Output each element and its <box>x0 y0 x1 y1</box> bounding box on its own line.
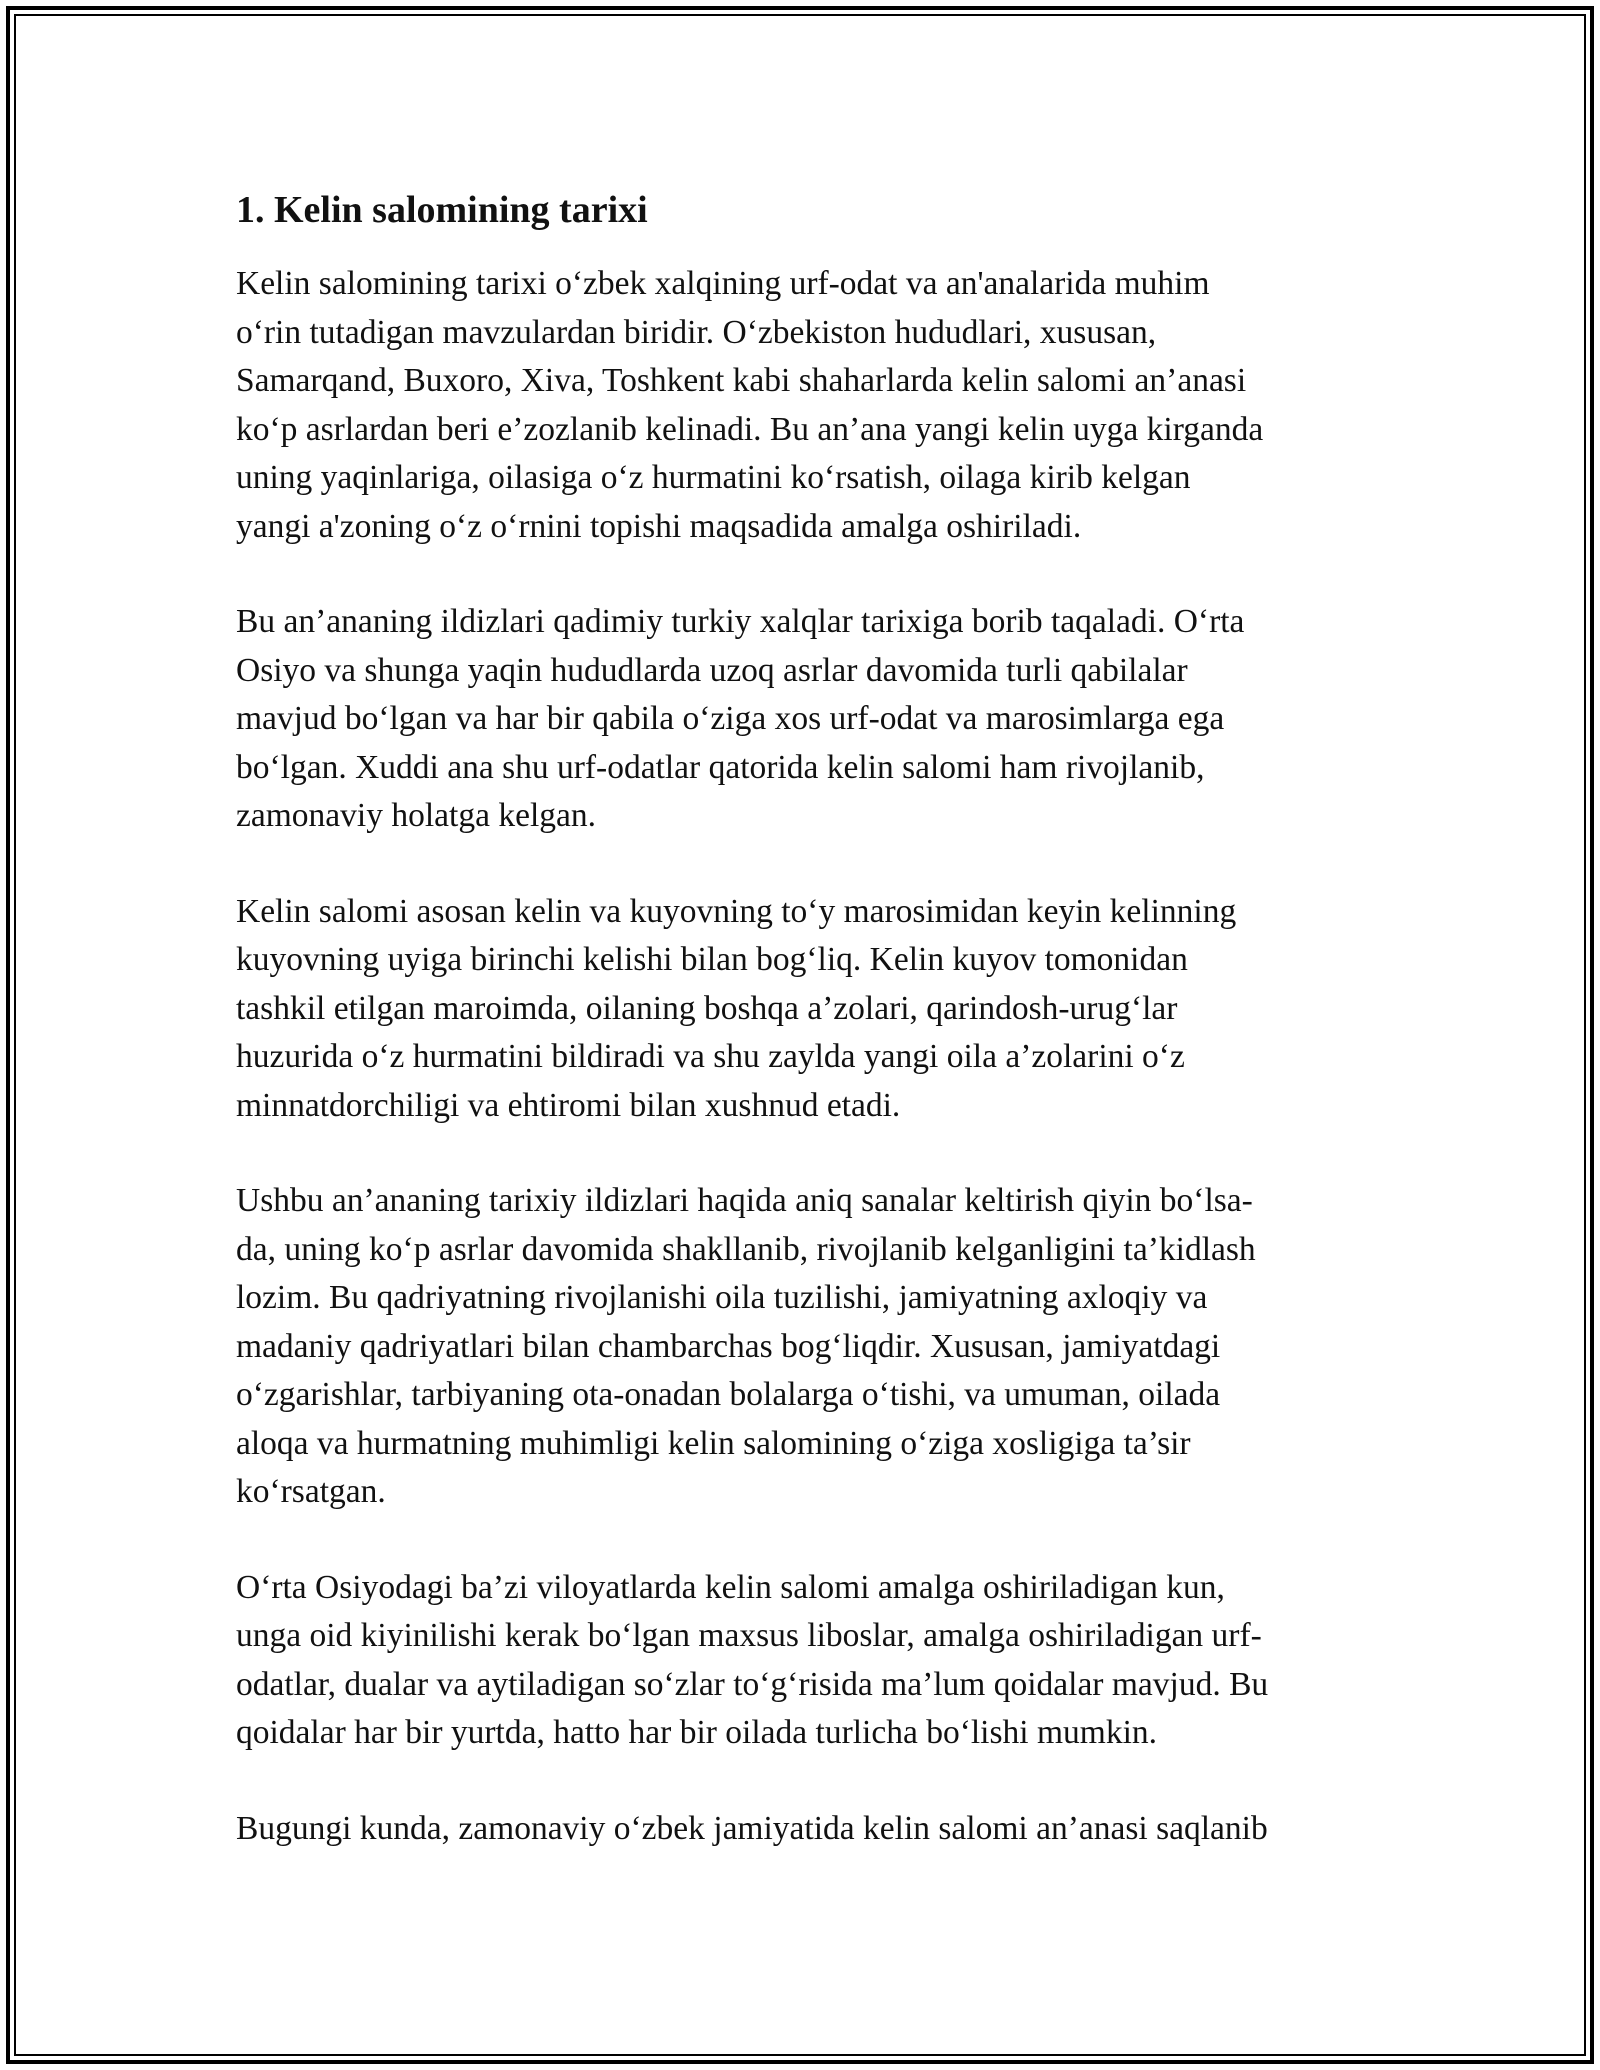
text-line: tashkil etilgan maroimda, oilaning boshqa a’zolari, qarindosh-urugʻlar <box>236 989 1178 1027</box>
paragraph-1 <box>236 260 1386 551</box>
text-line: oʻrin tutadigan mavzulardan biridir. Oʻzbekiston hududlari, xususan, <box>236 313 1157 351</box>
text-line: kuyovning uyiga birinchi kelishi bilan bogʻliq. Kelin kuyov tomonidan <box>236 941 1188 978</box>
paragraph-4 <box>236 1177 1386 1517</box>
text-line: boʻlgan. Xuddi ana shu urf-odatlar qatorida kelin salomi ham rivojlanib, <box>236 748 1205 786</box>
text-line: madaniy qadriyatlari bilan chambarchas bogʻliqdir. Xususan, jamiyatdagi <box>236 1327 1221 1365</box>
text-line: Kelin salomining tarixi oʻzbek xalqining urf-odat va an'analarida muhim <box>236 265 1210 302</box>
text-line: Samarqand, Buxoro, Xiva, Toshkent kabi shaharlarda kelin salomi an’anasi <box>236 362 1247 399</box>
paragraph-3 <box>236 888 1386 1131</box>
text-line: aloqa va hurmatning muhimligi kelin salomining oʻziga xosligiga ta’sir <box>236 1424 1191 1462</box>
text-line: zamonaviy holatga kelgan. <box>236 797 596 834</box>
text-line: qoidalar har bir yurtda, hatto har bir oilada turlicha boʻlishi mumkin. <box>236 1714 1158 1751</box>
text-line: Bu an’ananing ildizlari qadimiy turkiy xalqlar tarixiga borib taqaladi. Oʻrta <box>236 603 1245 640</box>
text-line: minnatdorchiligi va ehtiromi bilan xushnud etadi. <box>236 1086 901 1124</box>
text-line: unga oid kiyinilishi kerak boʻlgan maxsus liboslar, amalga oshiriladigan urf- <box>236 1617 1262 1654</box>
text-line: yangi a'zoning oʻz oʻrnini topishi maqsadida amalga oshiriladi. <box>236 507 1082 545</box>
text-line: da, uning koʻp asrlar davomida shakllanib, rivojlanib kelganligini ta’kidlash <box>236 1230 1256 1268</box>
text-line: Osiyo va shunga yaqin hududlarda uzoq asrlar davomida turli qabilalar <box>236 651 1188 689</box>
text-line: odatlar, dualar va aytiladigan soʻzlar toʻgʻrisida ma’lum qoidalar mavjud. Bu <box>236 1665 1269 1703</box>
document-page <box>236 186 1386 1900</box>
text-line: koʻp asrlardan beri e’zozlanib kelinadi. Bu an’ana yangi kelin uyga kirganda <box>236 410 1264 448</box>
paragraph-2 <box>236 598 1386 841</box>
paragraph-6 <box>236 1805 1386 1854</box>
text-line: lozim. Bu qadriyatning rivojlanishi oila tuzilishi, jamiyatning axloqiy va <box>236 1279 1208 1316</box>
paragraph-5 <box>236 1564 1386 1758</box>
text-line: mavjud boʻlgan va har bir qabila oʻziga xos urf-odat va marosimlarga ega <box>236 700 1225 737</box>
text-line: uning yaqinlariga, oilasiga oʻz hurmatini koʻrsatish, oilaga kirib kelgan <box>236 459 1191 496</box>
text-line: Ushbu an’ananing tarixiy ildizlari haqida aniq sanalar keltirish qiyin boʻlsa- <box>236 1182 1253 1219</box>
text-line: Kelin salomi asosan kelin va kuyovning toʻy marosimidan keyin kelinning <box>236 892 1237 930</box>
text-line: huzurida oʻz hurmatini bildiradi va shu zaylda yangi oila a’zolarini oʻz <box>236 1038 1185 1075</box>
text-line: Bugungi kunda, zamonaviy oʻzbek jamiyatida kelin salomi an’anasi saqlanib <box>236 1809 1268 1847</box>
text-line: Oʻrta Osiyodagi ba’zi viloyatlarda kelin salomi amalga oshiriladigan kun, <box>236 1568 1225 1606</box>
section-heading: 1. Kelin salomining tarixi <box>236 189 648 231</box>
text-line: koʻrsatgan. <box>236 1473 386 1510</box>
text-line: oʻzgarishlar, tarbiyaning ota-onadan bolalarga oʻtishi, va umuman, oilada <box>236 1376 1221 1413</box>
